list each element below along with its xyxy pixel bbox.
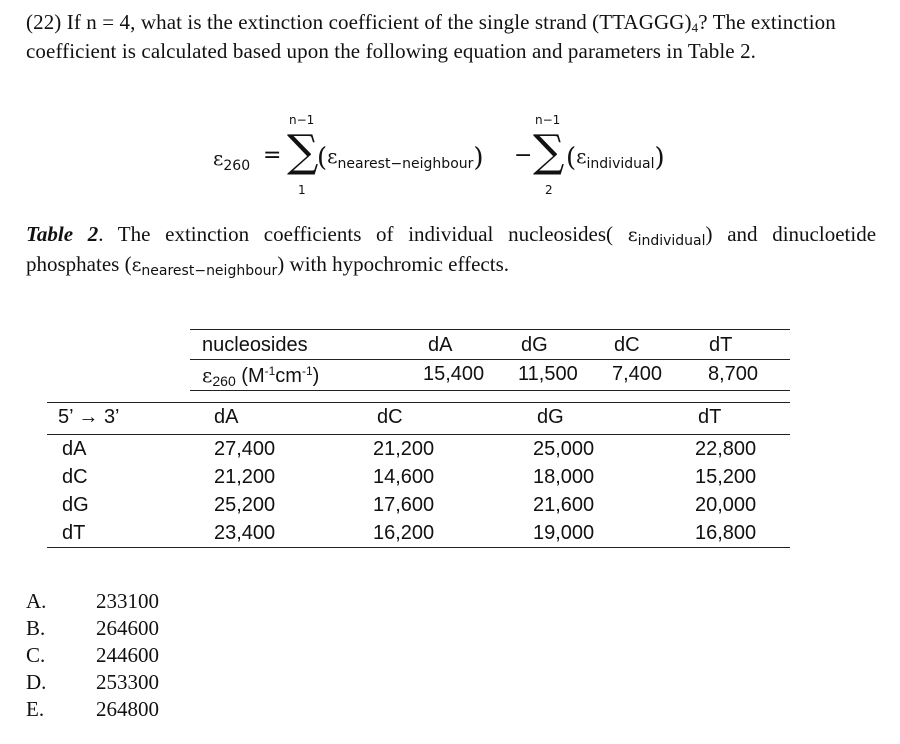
- dinucleotide-value: 23,400: [214, 522, 276, 544]
- dinucleotide-row-label: dG: [62, 494, 89, 516]
- table-rule-bottom: [47, 547, 790, 548]
- nucleosides-header-label: nucleosides: [202, 334, 308, 356]
- dinucleotide-value: 19,000: [533, 522, 595, 544]
- question-text-before: If n = 4, what is the extinction coefficient of the single strand (TTAGGG): [66, 10, 692, 34]
- dinucleotide-value: 21,600: [533, 494, 595, 516]
- equation-equals: =: [263, 143, 282, 168]
- dinucleotide-row-label: dA: [62, 438, 87, 460]
- dinucleotide-value: 16,800: [695, 522, 757, 544]
- answer-value: 253300: [96, 670, 159, 694]
- dinucleotide-value: 27,400: [214, 438, 276, 460]
- sigma-symbol-1: ∑: [287, 126, 319, 177]
- dinucleotide-value: 21,200: [214, 466, 276, 488]
- sum2-upper-limit: n−1: [535, 113, 561, 127]
- nucleoside-col-header: dC: [614, 334, 640, 356]
- dinucleotide-value: 18,000: [533, 466, 595, 488]
- answer-letter: B.: [26, 616, 46, 640]
- question-subscript: 4: [691, 20, 699, 35]
- dinucleotide-value: 25,000: [533, 438, 595, 460]
- answer-value: 244600: [96, 643, 159, 667]
- dinucleotide-row-label: dT: [62, 522, 86, 544]
- nucleoside-col-header: dG: [521, 334, 548, 356]
- question-number: (22): [26, 10, 62, 34]
- table-rule-top: [190, 329, 790, 330]
- answer-letter: A.: [26, 589, 47, 613]
- answer-value: 264800: [96, 697, 159, 721]
- sum1-lower-limit: 1: [298, 183, 306, 197]
- table-rule-bottom: [190, 390, 790, 391]
- direction-label: 5’ → 3’: [58, 406, 120, 428]
- dinucleotide-value: 22,800: [695, 438, 757, 460]
- table-caption: Table 2. The extinction coefficients of individual nucleosides( $\varepsilon_{individual}$) and dinucloetide phosphates $(\varepsilon_{nearest-neighbour})$ with hypochromic effects.: [26, 222, 877, 279]
- table-rule-top: [47, 402, 790, 403]
- answer-value: 233100: [96, 589, 159, 613]
- nucleoside-col-header: dT: [709, 334, 733, 356]
- dinucleotide-value: 25,200: [214, 494, 276, 516]
- dinucleotide-row-label: dC: [62, 466, 88, 488]
- epsilon-260-units: $\varepsilon_{260}$ $(M^{-1}cm^{-1})$: [202, 363, 320, 389]
- equation-minus: −: [514, 143, 533, 168]
- dinucleotide-value: 14,600: [373, 466, 435, 488]
- dinucleotide-value: 21,200: [373, 438, 435, 460]
- answer-letter: E.: [26, 697, 45, 721]
- equation-term-nearest-neighbour: $(\varepsilon_{nearest-neighbour})$: [317, 143, 484, 173]
- dinucleotide-value: 17,600: [373, 494, 435, 516]
- answer-letter: D.: [26, 670, 47, 694]
- sigma-symbol-2: ∑: [533, 126, 565, 177]
- equation-lhs: $\varepsilon_{260}$: [213, 146, 251, 174]
- table-rule-header: [47, 434, 790, 435]
- question-text-after: ? The extinction coefficient is calculated based upon the following equation and parameters in Table 2.: [26, 10, 836, 63]
- answer-letter: C.: [26, 643, 46, 667]
- dinucleotide-value: 20,000: [695, 494, 757, 516]
- dinucleotide-col-header: dG: [537, 406, 564, 428]
- nucleoside-col-header: dA: [428, 334, 453, 356]
- caption-label: Table 2: [26, 222, 99, 246]
- dinucleotide-value: 16,200: [373, 522, 435, 544]
- nucleoside-value: 15,400: [423, 363, 485, 385]
- dinucleotide-value: 15,200: [695, 466, 757, 488]
- equation-term-individual: $(\varepsilon_{individual})$: [566, 143, 665, 173]
- answer-value: 264600: [96, 616, 159, 640]
- question-text: [26, 8, 876, 66]
- dinucleotide-col-header: dA: [214, 406, 239, 428]
- sum1-upper-limit: n−1: [289, 113, 315, 127]
- sum2-lower-limit: 2: [545, 183, 553, 197]
- dinucleotide-col-header: dT: [698, 406, 722, 428]
- nucleoside-value: 7,400: [612, 363, 663, 385]
- nucleoside-value: 8,700: [708, 363, 759, 385]
- table-rule-header: [190, 359, 790, 360]
- nucleoside-value: 11,500: [518, 363, 578, 385]
- dinucleotide-col-header: dC: [377, 406, 403, 428]
